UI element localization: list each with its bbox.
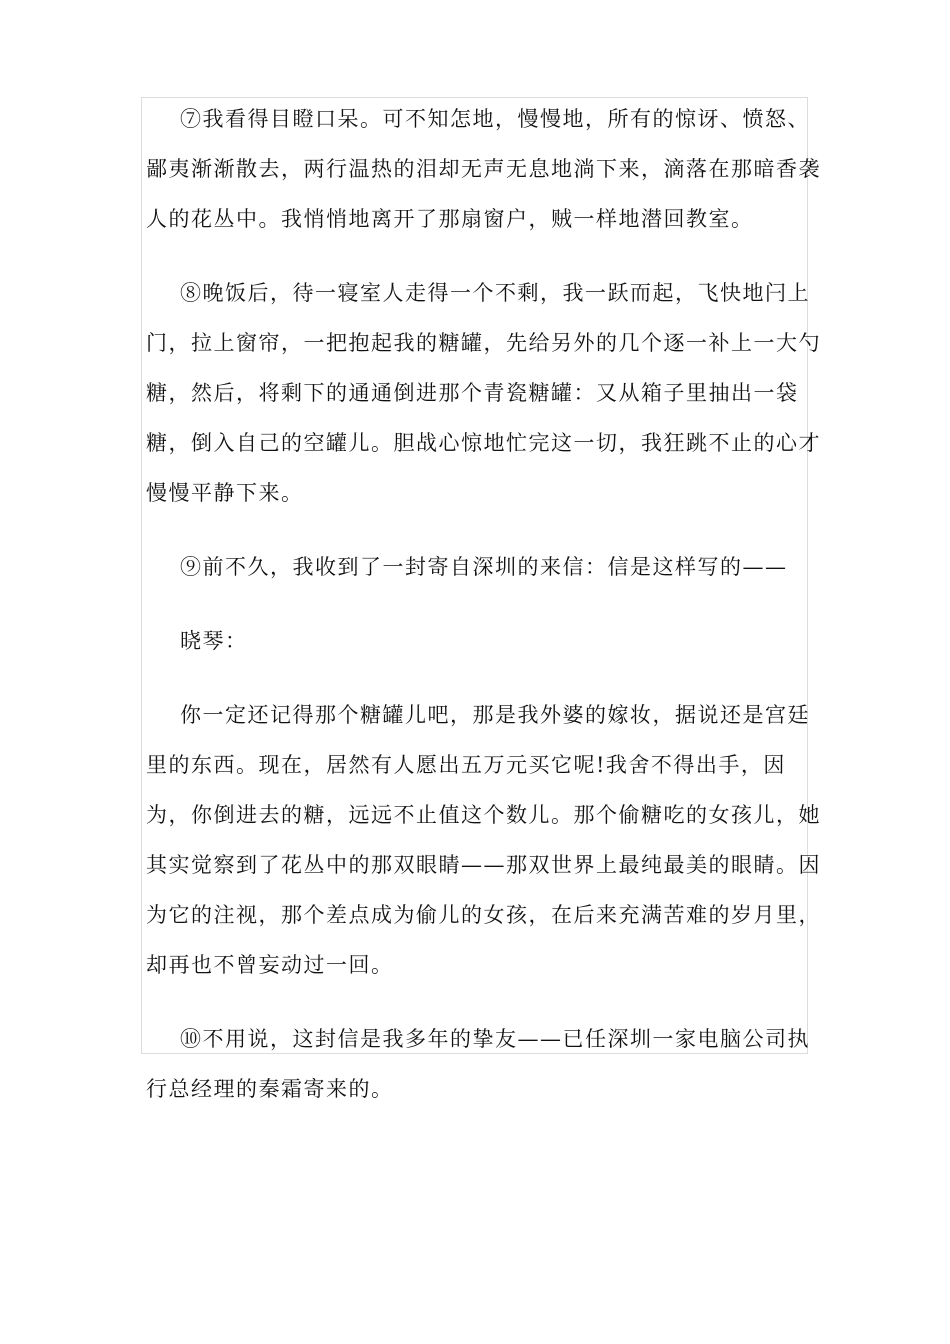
paragraph-10: ⑩不用说，这封信是我多年的挚友——已任深圳一家电脑公司执行总经理的秦霜寄来的。 (146, 1027, 810, 1101)
letter-salutation: 晓琴： (180, 629, 248, 653)
paragraph-7: ⑦我看得目瞪口呆。可不知怎地，慢慢地，所有的惊讶、愤怒、鄙夷渐渐散去，两行温热的泪却无声无息地淌下来，滴落在那暗香袭人的花丛中。我悄悄地离开了那扇窗户，贼一样地潜回教室。 (146, 107, 821, 231)
paragraph-8: ⑧晚饭后，待一寝室人走得一个不剩，我一跃而起，飞快地闩上门，拉上窗帘，一把抱起我的糖罐，先给另外的几个逐一补上一大勺糖，然后，将剩下的通通倒进那个青瓷糖罐：又从箱子里抽出一袋糖，倒入自己的空罐儿。胆战心惊地忙完这一切，我狂跳不止的心才慢慢平静下来。 (146, 281, 821, 505)
letter-body: 你一定还记得那个糖罐儿吧，那是我外婆的嫁妆，据说还是宫廷里的东西。现在，居然有人愿出五万元买它呢!我舍不得出手，因为，你倒进去的糖，远远不止值这个数儿。那个偷糖吃的女孩儿，她其实觉察到了花丛中的那双眼睛——那双世界上最纯最美的眼睛。因为它的注视，那个差点成为偷儿的女孩，在后来充满苦难的岁月里，却再也不曾妄动过一回。 (146, 703, 821, 977)
paragraph-9: ⑨前不久，我收到了一封寄自深圳的来信：信是这样写的—— (180, 555, 788, 579)
document-body (146, 94, 821, 1138)
